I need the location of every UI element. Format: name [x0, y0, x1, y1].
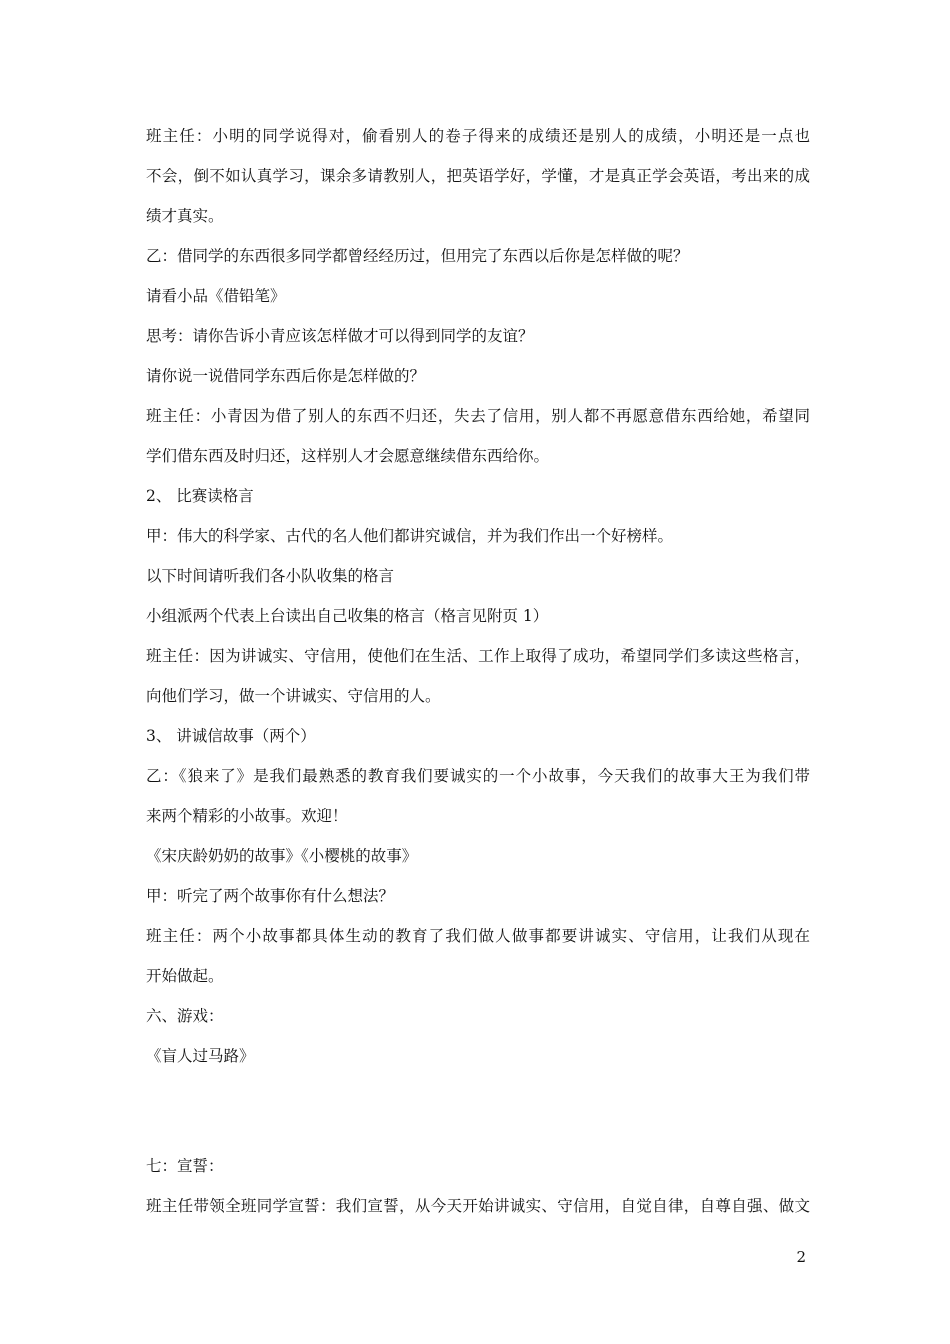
paragraph-line: 《盲人过马路》 — [146, 1047, 255, 1065]
paragraph-line: 班主任：两个小故事都具体生动的教育了我们做人做事都要讲诚实、守信用，让我们从现在 — [146, 927, 810, 945]
paragraph-line: 班主任带领全班同学宣誓：我们宣誓，从今天开始讲诚实、守信用，自觉自律，自尊自强、做文 — [146, 1197, 810, 1215]
paragraph-line: 甲：听完了两个故事你有什么想法？ — [146, 887, 395, 905]
paragraph-line: 请看小品《借铅笔》 — [146, 287, 286, 305]
paragraph-line: 乙：借同学的东西很多同学都曾经经历过，但用完了东西以后你是怎样做的呢？ — [146, 247, 689, 265]
paragraph-line: 请你说一说借同学东西后你是怎样做的？ — [146, 367, 426, 385]
paragraph-line: 班主任：因为讲诚实、守信用，使他们在生活、工作上取得了成功，希望同学们多读这些格言， — [146, 647, 810, 665]
section-heading: 六、游戏： — [146, 1007, 224, 1025]
page-number: 2 — [796, 1248, 806, 1266]
paragraph-line: 《宋庆龄奶奶的故事》《小樱桃的故事》 — [146, 847, 418, 865]
paragraph-line: 班主任：小明的同学说得对，偷看别人的卷子得来的成绩还是别人的成绩，小明还是一点也 — [146, 127, 810, 145]
section-heading: 七：宣誓： — [146, 1157, 224, 1175]
paragraph-line: 不会，倒不如认真学习，课余多请教别人，把英语学好，学懂，才是真正学会英语，考出来的成 — [146, 167, 810, 185]
paragraph-line: 班主任：小青因为借了别人的东西不归还，失去了信用，别人都不再愿意借东西给她，希望同 — [146, 407, 810, 425]
paragraph-line: 乙：《狼来了》是我们最熟悉的教育我们要诚实的一个小故事，今天我们的故事大王为我们带 — [146, 767, 810, 785]
paragraph-line: 以下时间请听我们各小队收集的格言 — [146, 567, 395, 585]
paragraph-line: 向他们学习，做一个讲诚实、守信用的人。 — [146, 687, 441, 705]
section-heading: 3、 讲诚信故事（两个） — [146, 727, 316, 745]
section-heading: 2、 比赛读格言 — [146, 487, 254, 505]
paragraph-line: 小组派两个代表上台读出自己收集的格言（格言见附页 1） — [146, 607, 549, 625]
paragraph-line: 学们借东西及时归还，这样别人才会愿意继续借东西给你。 — [146, 447, 550, 465]
paragraph-line: 思考：请你告诉小青应该怎样做才可以得到同学的友谊？ — [146, 327, 534, 345]
paragraph-line: 绩才真实。 — [146, 207, 224, 225]
paragraph-line: 来两个精彩的小故事。欢迎！ — [146, 807, 348, 825]
paragraph-line: 开始做起。 — [146, 967, 224, 985]
paragraph-line: 甲：伟大的科学家、古代的名人他们都讲究诚信，并为我们作出一个好榜样。 — [146, 527, 674, 545]
